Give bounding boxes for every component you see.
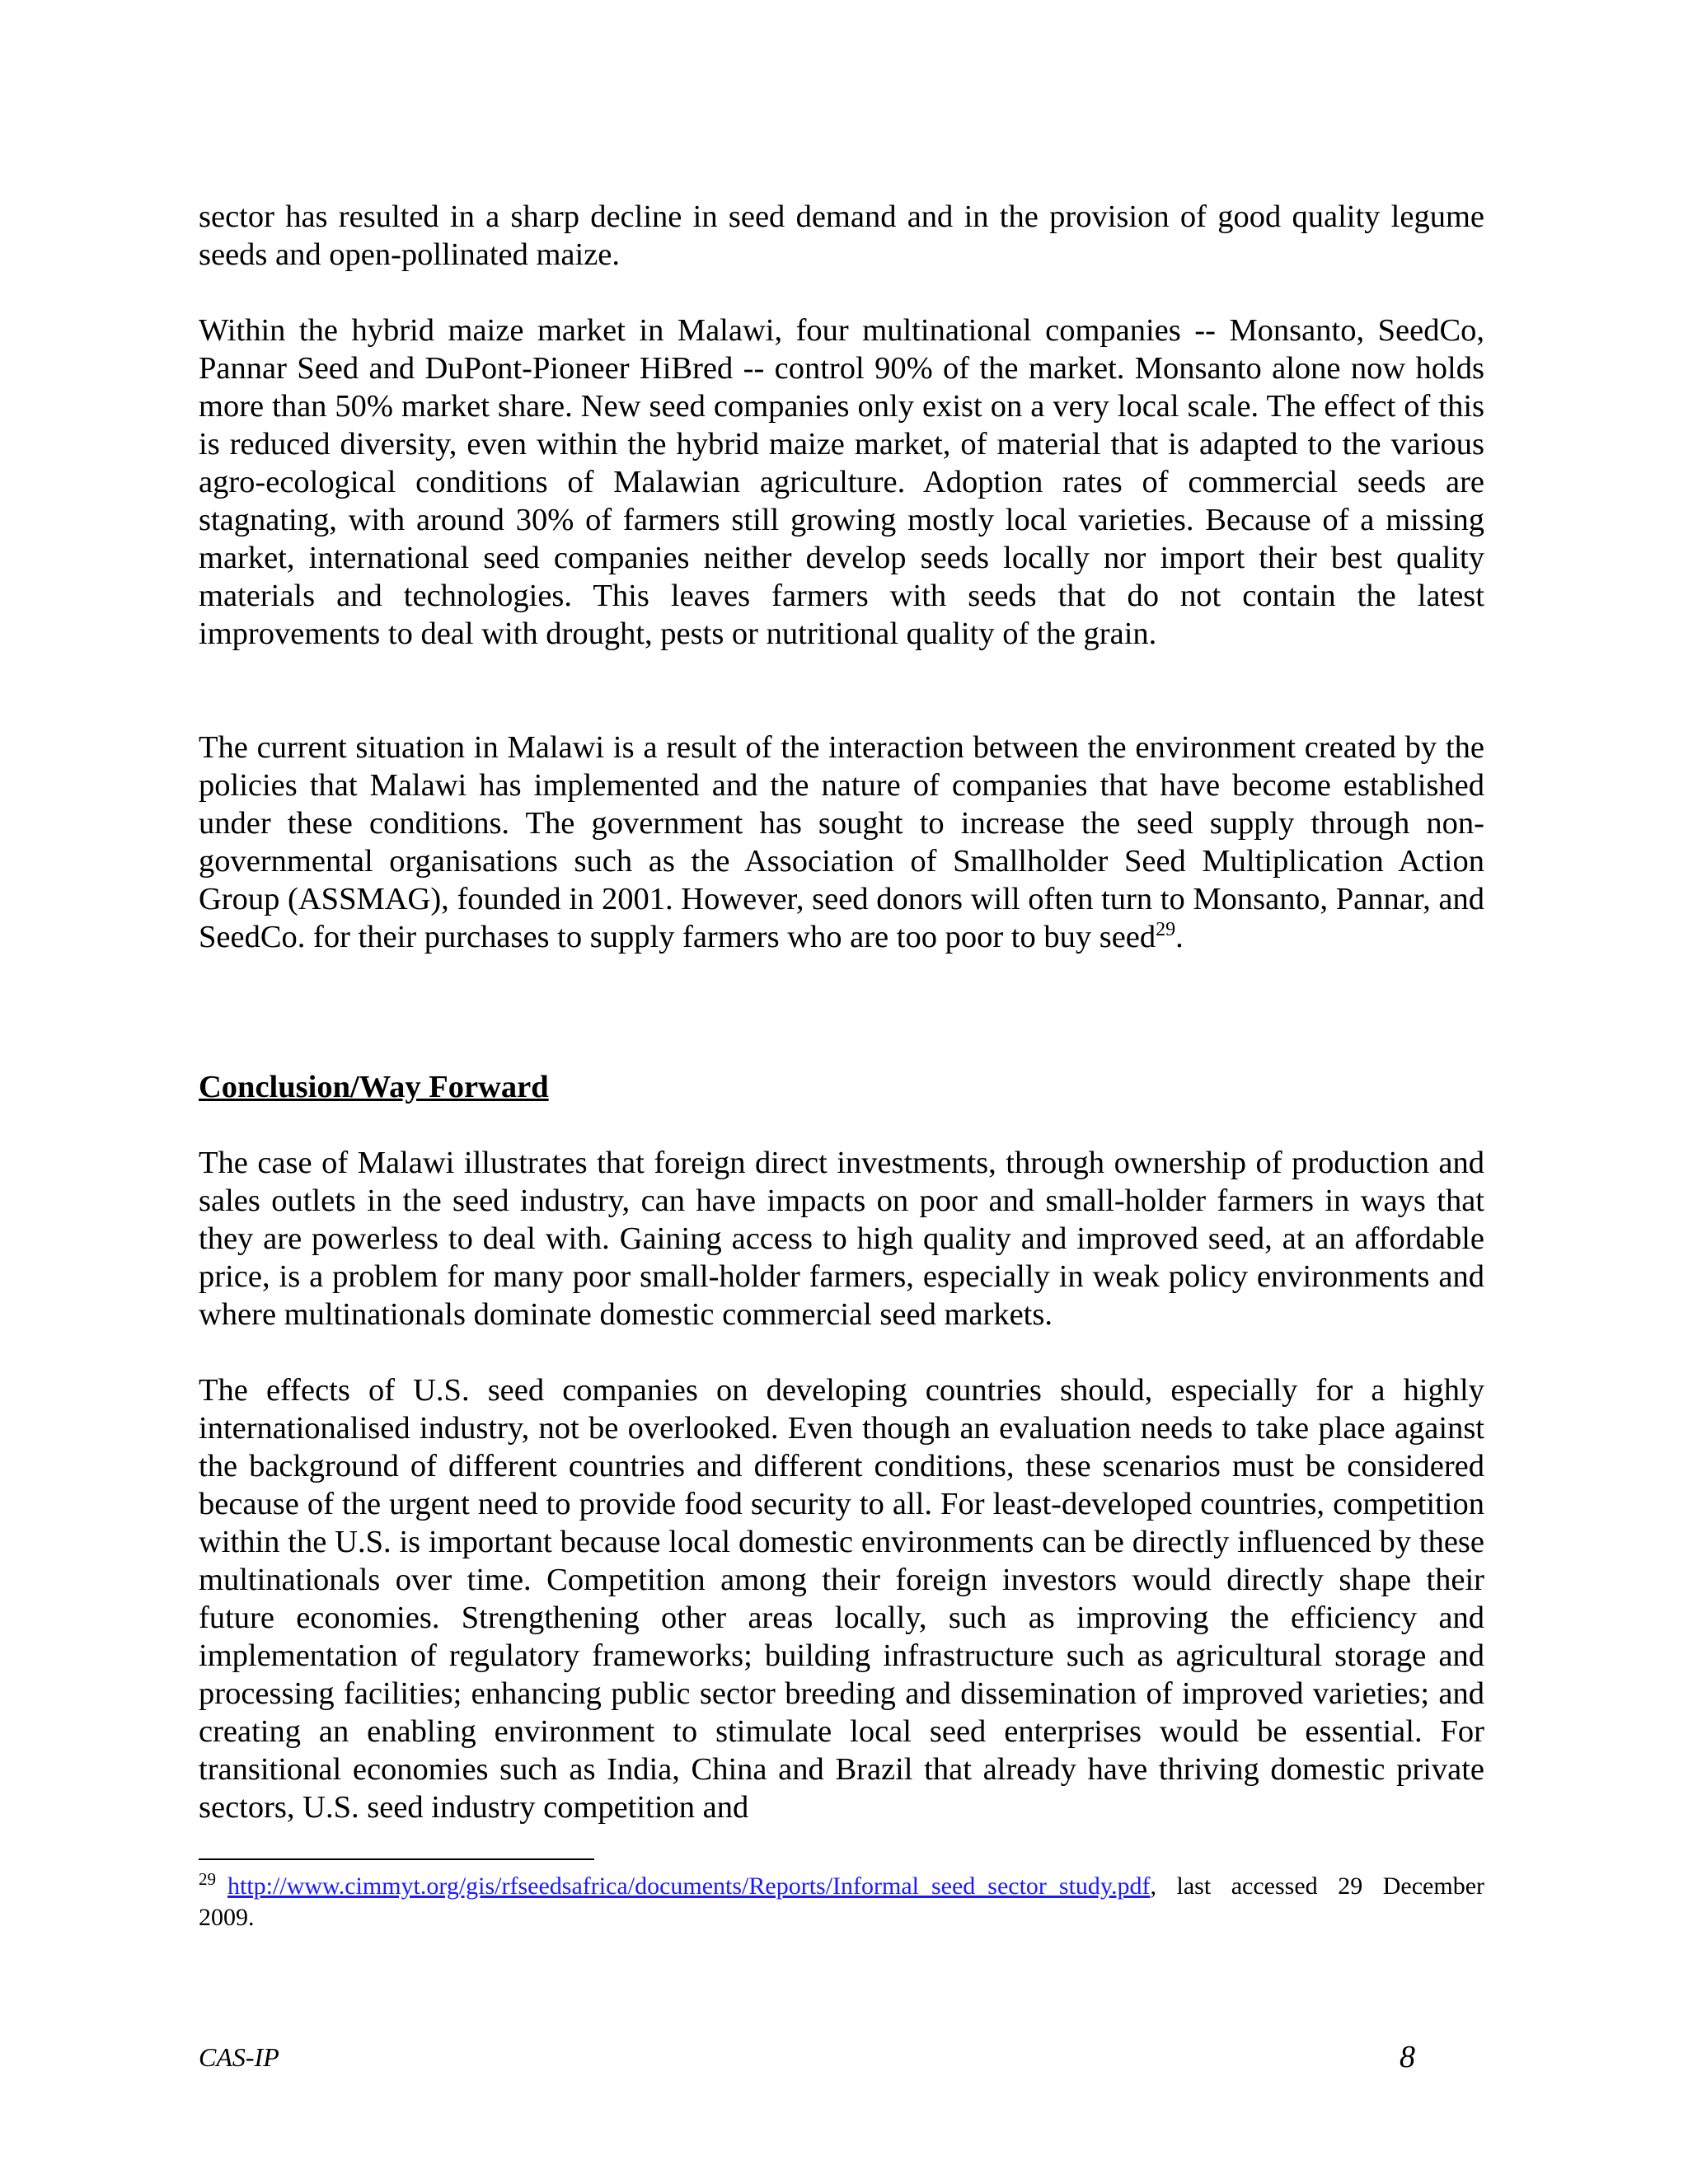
footnote-number: 29 — [199, 1869, 216, 1889]
footnote-link[interactable]: http://www.cimmyt.org/gis/rfseedsafrica/documents/Reports/Informal_seed_sector_study.pdf — [227, 1872, 1151, 1900]
paragraph-5: The effects of U.S. seed companies on developing countries should, especially for a highly internationalised industry, not be overlooked. Even though an evaluation needs to take place against the background of different countries and different conditions, these scenarios must be considered because of the urgent need to provide food security to all. For least-developed countries, competition within the U.S. is important because local domestic environments can be directly influenced by these multinationals over time. Competition among their foreign investors would directly shape their future economies. Strengthening other areas locally, such as improving the efficiency and implementation of regulatory frameworks; building infrastructure such as agricultural storage and processing facilities; enhancing public sector breeding and dissemination of improved varieties; and creating an enabling environment to stimulate local seed enterprises would be essential. For transitional economies such as India, China and Brazil that already have thriving domestic private sectors, U.S. seed industry competition and — [199, 1373, 1484, 1825]
paragraph-4: The case of Malawi illustrates that foreign direct investments, through ownership of production and sales outlets in the seed industry, can have impacts on poor and small-holder farmers in ways that they are powerless to deal with. Gaining access to high quality and improved seed, at an affordable price, is a problem for many poor small-holder farmers, especially in weak policy environments and where multinationals dominate domestic commercial seed markets. — [199, 1146, 1484, 1332]
paragraph-2: Within the hybrid maize market in Malawi, four multinational companies -- Monsanto, SeedCo, Pannar Seed and DuPont-Pioneer HiBred -- control 90% of the market. Monsanto alone now holds more than 50% market share. New seed companies only exist on a very local scale. The effect of this is reduced diversity, even within the hybrid maize market, of material that is adapted to the various agro-ecological conditions of Malawian agriculture. Adoption rates of commercial seeds are stagnating, with around 30% of farmers still growing mostly local varieties. Because of a missing market, international seed companies neither develop seeds locally nor import their best quality materials and technologies. This leaves farmers with seeds that do not contain the latest improvements to deal with drought, pests or nutritional quality of the grain. — [199, 313, 1484, 651]
paragraph-1: sector has resulted in a sharp decline in seed demand and in the provision of good quality legume seeds and open-pollinated maize. — [199, 199, 1484, 272]
page-number: 8 — [1400, 2040, 1415, 2074]
footnote-reference[interactable]: 29 — [1156, 919, 1176, 941]
footer-label: CAS-IP — [199, 2042, 279, 2072]
paragraph-3-text: The current situation in Malawi is a result of the interaction between the environment created by the policies that Malawi has implemented and the nature of companies that have become established under these conditions. The government has sought to increase the seed supply through non-governmental organisations such as the Association of Smallholder Seed Multiplication Action Group (ASSMAG), founded in 2001. However, seed donors will often turn to Monsanto, Pannar, and SeedCo. for their purchases to supply farmers who are too poor to buy seed — [199, 730, 1484, 954]
footnote — [199, 1871, 1484, 1933]
section-heading: Conclusion/Way Forward — [199, 1070, 549, 1104]
paragraph-3-end: . — [1175, 920, 1184, 954]
paragraph-3 — [199, 729, 1484, 956]
footnote-trailing-text: , last accessed 29 December 2009. — [199, 1872, 1484, 1931]
footnote-separator — [199, 1858, 594, 1860]
